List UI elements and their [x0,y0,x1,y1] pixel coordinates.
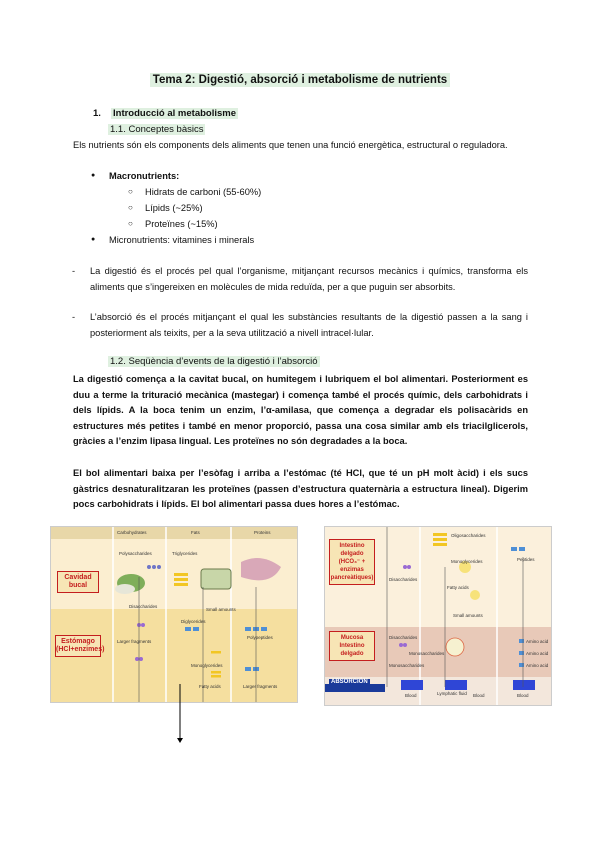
annotation: Disaccharides [389,635,418,640]
annotation: Fatty acids [447,585,469,590]
list-item: ○ Lípids (~25%) [73,200,528,216]
annotation: Diglycerides [181,619,206,624]
annotation: Blood [473,693,485,698]
annotation: Blood [517,693,529,698]
definition-absorption: - L’absorció és el procés mitjançant el qual les substàncies resultants de la digestió passen a la sang i posteriorment als teixits, per a la seva utilització a nivell intracel·lular. [90,310,528,341]
region-label-small-intestine: Intestino delgado (HCO₃⁻ + enzimas pancreàtiques) [329,539,375,585]
definition-digestion: - La digestió és el procés pel qual l’organisme, mitjançant recursos mecànics i químics, transforma els aliments que s’ingereixen en molècules de mida reduïda, per a que puguin ser absorbits. [90,264,528,295]
digestion-diagram-right [324,526,552,706]
region-label-mucosa: Mucosa Intestino delgado [329,631,375,661]
annotation: Amino acid [526,651,549,656]
annotation: Monoglycerides [451,559,483,564]
annotation: Small amounts [206,607,236,612]
page-title: Tema 2: Digestió, absorció i metabolisme de nutrients [0,70,600,88]
nutrient-list [73,168,528,248]
paragraph: La digestió comença a la cavitat bucal, on humitegem i lubriquem el bol alimentari. Posteriorment es duu a terme la trituració mecànica (mastegar) i comença també el procés químic, dels carbohidrats i dels lípids. A la boca tenim un enzim, l’α-amilasa, que comença a degradar els polisacàrids en estructures més petites i també en menor proporció, passa una cosa similar amb els triacilglicerols, gràcies a l’enzim lipasa lingual. Les proteïnes no són degradades a la boca. [73,374,528,446]
annotation: Monosaccharides [389,663,425,668]
digestion-diagram-left [50,526,298,703]
annotation: Polysaccharides [119,551,152,556]
annotation: Small amounts [453,613,483,618]
region-label-mouth: Cavidad bucal [57,571,99,593]
intro-text: Els nutrients són els components dels aliments que tenen una funció energètica, estructural o reguladora. [73,140,508,150]
annotation: Peptides [517,557,535,562]
down-arrow-icon [176,684,184,744]
annotation: Fatty acids [199,684,221,689]
annotation: Oligosaccharides [451,533,486,538]
annotation: Monoglycerides [191,663,223,668]
annotation: Disaccharides [129,604,158,609]
annotation: Blood [405,693,417,698]
subsection-heading: 1.2. Seqüència d’events de la digestió i l’absorció [110,356,318,367]
annotation: Disaccharides [389,577,418,582]
subsection-heading: 1.1. Conceptes bàsics [110,124,204,135]
list-item: ○ Hidrats de carboni (55-60%) [73,184,528,200]
annotation: Larger fragments [117,639,152,644]
annotation: Amino acid [526,663,549,668]
column-label: Fats [191,530,200,535]
list-item: ● Micronutrients: vitamines i minerals [73,232,528,248]
region-label-absorption: ABSORCIÓN [331,679,368,685]
paragraph: El bol alimentari baixa per l’esòfag i arriba a l’estómac (té HCl, que té un pH molt àcid) i els sucs gàstrics desnaturalitzaran les proteïnes (passen d’estructura quaternària a estructura lineal). Digerim pocs carbohidrats i lípids. El bol alimentari passa dues hores a l’estómac. [73,468,528,509]
annotation: Triglycerides [172,551,198,556]
column-label: Carbohydrates [117,530,147,535]
column-label: Proteins [254,530,271,535]
list-item: ○ Proteïnes (~15%) [73,216,528,232]
annotation: Larger fragments [243,684,278,689]
annotation: Amino acid [526,639,549,644]
region-label-stomach: Estómago (HCl+enzimes) [55,635,101,657]
section-heading: 1. Introducció al metabolisme [93,108,236,119]
list-item: ● Macronutrients: [73,168,528,184]
annotation: Polypeptides [247,635,273,640]
annotation: Lymphatic fluid [437,691,467,696]
annotation: Monosaccharides [409,651,445,656]
